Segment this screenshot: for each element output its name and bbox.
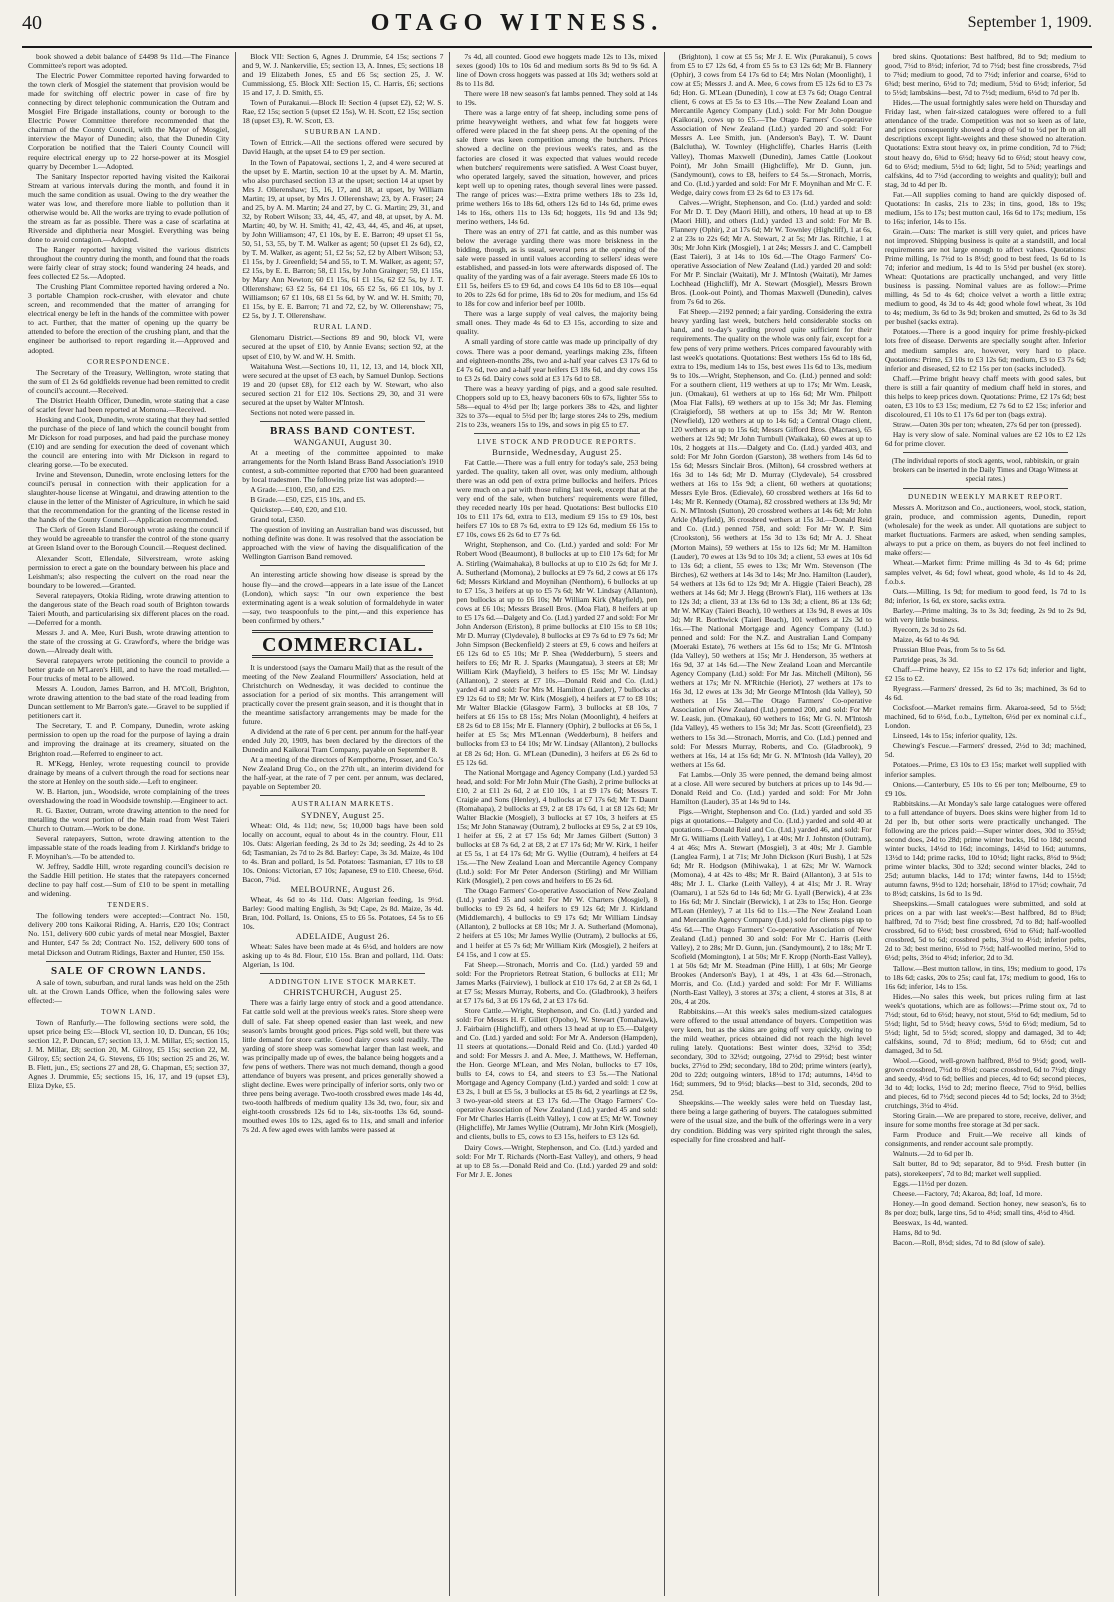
paragraph: Potatoes.—There is a good inquiry for prime freshly-picked lots free of disease. Derwents are specially sought after. Inferior and medium samples are, however, very hard to place. Quotations: Prime, £3 10s to £3 12s 6d; medium, £3 to £3 7s 6d; inferior and diseased, £2 to £2 15s per ton (sacks included). <box>884 327 1087 373</box>
col4-body <box>671 52 872 1144</box>
paragraph: It is understood (says the Oamaru Mail) that as the result of the meeting of the New Zealand Flourmillers' Association, held at Christchurch on Wednesday, it was decided to continue the association for a period of six months. This arrangement will practically cover the present grain season, and it is thought that in the meantime satisfactory arrangements may be made for the future. <box>242 662 444 727</box>
paragraph: Dairy Cows.—Wright, Stephenson, and Co. (Ltd.) yarded and sold: For Mr T. Richards (North-East Valley), and others, 9 head at up to £8 5s.—Donald Reid and Co. (Ltd.) yarded 29 and sold: For Mr J. E. Jones <box>456 1142 658 1179</box>
paragraph: Oats.—Milling, 1s 9d; for medium to good feed, 1s 7d to 1s 8d; inferior, 1s 6d, ex store, sacks extra. <box>884 586 1087 605</box>
brass-band-dateline: WANGANUI, August 30. <box>293 436 392 447</box>
paragraph: Glenomaru District.—Sections 89 and 90, block VI, were secured at the upset of £10, by Annie Evans; section 92, at the upset of £10, by W. and W. H. Smith. <box>242 333 444 361</box>
paragraph: Store Cattle.—Wright, Stephenson, and Co. (Ltd.) yarded and sold: For Messrs H. F. Gillett (Opoho), W. Stewart (Tomahawk), J. Fairbairn (Highcliff), and others 13 head at up to £5.—Dalgety and Co. (Ltd.) yarded and sold: For Mr A. Anderson (Hampden), 11 steers at quotations.—Donald Reid and Co. (Ltd.) yarded 40 and sold: For Messrs J. and A. Mee, J. Matthews, W. Heffernan, the Hon. George M'Lean, and Mrs Nolan, bullocks to £7 10s, bulls to £4, cows to £4, and steers to £3 5s.—The National Mortgage and Agency Company (Ltd.) yarded and sold: 1 cow at £3 2s, 1 bull at £5 5s, 3 bullocks at £5 8s 6d, 2 yearlings at £2 9s, 3 two-year-old steers at £3 17s 6d.—The Otago Farmers' Co-operative Association of New Zealand (Ltd.) yarded 45 and sold: For Mr Charles Harris (Leith Valley), 1 cow at £5; Mr W. Towney (Highcliffe), Mr James Wyllie (Outram), Mr John Kirk (Mosgiel), and clients, bulls to £5, cows to £3 15s, heifers to £3 12s 6d. <box>456 1005 658 1142</box>
column-1 <box>22 52 236 1596</box>
paragraph: book showed a debit balance of £4498 9s 11d.—The Finance Committee's report was adopted. <box>28 52 230 71</box>
divider <box>903 452 1068 453</box>
column-4 <box>665 52 879 1596</box>
paragraph: Cocksfoot.—Market remains firm. Akaroa-seed, 5d to 5½d; machined, 6d to 6½d, f.o.b., Lyttelton, 6½d per ex nominal c.i.f., London. <box>884 703 1087 731</box>
paragraph: Ryecorn, 2s 3d to 2s 6d. <box>892 624 967 634</box>
paragraph: The Clerk of Green Island Borough wrote asking the council if they would be agreeable to transfer the control of the stone quarry at Green Island over to the Borough Council.—Request declined. <box>28 525 230 553</box>
paragraph: Alexander Scott, Ellendale, Silverstream, wrote asking permission to erect a gate on the boundary between his place and Leishman's; also respecting the culvert on the road near the boundary to be lowered.—Granted. <box>28 553 230 590</box>
paragraph: In the Town of Papatowai, sections 1, 2, and 4 were secured at the upset by E. Martin, section 10 at the upset by A. M. Martin, who also purchased section 13 at the upset; section 14 at upset by Mrs J. Ollerenshaw; 15, 16, 17, and 18, at upset, by William Martin; 19, at upset, by Mrs J. Ollerenshaw; 23, by A. Fraser; 24 and 25, by A. M. Martin; 24 and 27, by C. G. Martin; 29, 31, and 32, by Robert Wilson; 33, 44, 45, 47, and 48, at upset, by A. M. Martin; 40, by W. H. Smith; 41, 42, 43, 44, 45, and 46, at upset, by John Williamson; 47, £1 10s, by E. E. Barron; 49 upset £1 5s, 50, 51, 53, 55, by T. M. Walker as agent; 50 (upset £1 2s 6d), £2, by T. M. Walker, as agent; 51, £2 5s; 52, £2 by Albert Wilson; 53, £1 15s, by J. Greenfield; 54 and 55, to T. M. Walker, as agent; 57, £2 15s, by E. E. Barron; 58, £1 15s, by John Grainger; 59, £1 15s, by Mary Ann Newton; 60 £1 15s, 61 £1 15s, 62 £2 5s, by J. T. Ollerenshaw; 63 £2 5s, 64 £1 10s, 65 £2 5s, 66 £1 10s, by J. Williamson; 67 £1 10s, 68 £1 5s 6d, by W. and W. H. Smith; 70, £1 15s, by E. E. Barron; 71 and 72, £2, by W. Ollerenshaw; 75, £2 5s, by J. T. Ollerenshaw. <box>242 157 444 321</box>
paragraph: Sheepskins.—Small catalogues were submitted, and sold at prices on a par with last week's:—Best halfbred, 8d to 8¾d; halfbred, 7d to 7½d; best fine crossbred, 7d to 8d; half-woolled crossbred, 6d to 6½d; best crossbred, 6½d to 6¾d; half-woolled crossbred, 5d to 6d; crossbred pelts, 3½d to 4½d; inferior pelts, 2d to 3d; best merino, 6½d to 7½d; half-woolled merino, 5½d to 6½d; pelts, 3½d to 4½d; inferior, 2d to 3d. <box>884 899 1087 963</box>
town-land-heading: TOWN LAND. <box>101 1007 157 1016</box>
paragraph: Straw.—Oaten 30s per ton; wheaten, 27s 6d per ton (pressed). <box>892 419 1082 429</box>
commercial-heading: COMMERCIAL. <box>262 633 424 656</box>
paragraph: The Secretary, T. and P. Company, Dunedin, wrote asking permission to open up the road for the purpose of laying a drain and improving the drainage at its creamery, situated on the Brighton road.—Referred to engineer to act. <box>28 721 230 758</box>
paragraph: Partridge peas, 3s 3d. <box>892 654 958 664</box>
paragraph: Onions.—Canterbury, £5 10s to £6 per ton; Melbourne, £9 to £9 10s. <box>884 779 1087 798</box>
divider <box>260 421 425 422</box>
live-stock-heading: LIVE STOCK AND PRODUCE REPORTS. <box>477 437 637 446</box>
paragraph: Several ratepayers, Otokia Riding, wrote drawing attention to the dangerous state of the Beach road south of Brighton towards Taieri Mouth, and particularising six different places on the road.—Deferred for a month. <box>28 590 230 627</box>
paragraph: Potatoes.—Prime, £3 10s to £3 15s; market well supplied with inferior samples. <box>884 760 1087 779</box>
paragraph: Rabbitskins.—At this week's sales medium-sized catalogues were offered to the usual attendance of buyers. Competition was very keen, but as the skins are going off very quickly, owing to the mild weather, prices obtained did not reach the high level ruling lately. Quotations: Best winter does, 32½d to 35d; secondary, 30d to 32½d; outgoing, 27½d to 29½d; best winter bucks, 27½d to 29d; secondary, 18d to 20d; prime winters (early), 20d to 22d; outgoing winters, 18½d to 17d; autumns, 14½d to 16d; summers, 9d to 9½d; blacks—best to 31d, seconds, 20d to 25d. <box>670 1006 872 1098</box>
col5-body <box>885 52 1086 448</box>
paragraph: Block VII: Section 6, Agnes J. Drummie, £4 15s; sections 7 and 9, W. J. Nankervilie, £5; section 13, A. Innes, £5; sections 18 and 19 Elizabeth Jones, £5 and £6 5s; section 25, J. W. Cummissiong, £5. Block XII: Section 15, C. Harris, £6; sections 15 and 17, J. D. Smith, £5. <box>242 52 444 98</box>
paragraph: There were 18 new season's fat lambs penned. They sold at 14s to 19s. <box>456 89 658 108</box>
paragraph: Wool.—Good, well-grown halfbred, 8½d to 9½d; good, well-grown crossbred, 7½d to 8½d; coarse crossbred, 6d to 7½d; dingy and seedy, 4½d to 6d; bellies and pieces, 4d to 6d; second pieces, 3d to 4d; locks, 1½d to 2d; merino fleece, 7½d to 9½d, bellies and pieces, 6d to 7½d; second pieces 4d to 5d; locks, 2d to 3½d; crutchings, 3½d to 4½d. <box>884 1055 1087 1111</box>
page-number: 40 <box>22 11 42 34</box>
paragraph: There was a heavy yarding of pigs, and a good sale resulted. Choppers sold up to £3, heavy baconers 60s to 67s, lighter 55s to 58s—equal to 4½d per lb; large porkers 38s to 42s, and lighter 32s to 37s—equal to 5½d per lb; large stores 24s to 29s, medium 21s to 23s, weaners 15s to 19s, and sows in pig £5 to £7. <box>456 383 658 429</box>
paragraph: Beeswax, 1s 4d, wanted. <box>892 1217 968 1227</box>
column-2 <box>236 52 450 1596</box>
paragraph: Linseed, 14s to 15s; inferior quality, 12s. <box>892 731 1017 741</box>
paragraph: At a meeting of the directors of Kempthorne, Prosser, and Co.'s New Zealand Drug Co., on the 27th ult., an interim dividend for the half-year, at the rate of 7 per cent. per annum, was declared, payable on September 20. <box>242 755 444 792</box>
commercial-body <box>242 663 443 792</box>
melbourne-body: Wheat, 4s 6d to 4s 11d. Oats: Algerian feeding, 1s 9½d. Barley: Good malting English, 3s 9d; Cape, 2s 8d. Maize, 3s 4d. Bran, 10d. Pollard, 1s. Onions, £5 to £6 5s. Potatoes, £4 5s to £6 10s. <box>242 894 444 932</box>
sydney-dateline: SYDNEY, August 25. <box>301 809 385 820</box>
divider <box>252 630 433 633</box>
paragraph: Messrs A. Moritzson and Co., auctioneers, wool, stock, station, grain, produce, and commission agents, Dunedin, report (wholesale) for the week as under. All quotations are subject to market fluctuations. Farmers are asked, when sending samples, always to put a price on them, as buyers do not feel inclined to make offers:— <box>884 503 1087 558</box>
columns <box>22 52 1092 1596</box>
paragraph: Several ratepayers wrote petitioning the council to provide a better grade on M'Laren's Hill, and to have the road metalled.—Four trucks of metal to be allowed. <box>28 656 230 684</box>
paragraph: W. Jeffrey, Saddle Hill, wrote regarding council's decision re the Saddle Hill petition. He states that the ratepayers concerned decline to pay half cost.—Sum of £10 to be spent in metalling and widening. <box>28 862 230 899</box>
paragraph: Honey.—In good demand. Section honey, new season's, 6s to 8s per doz; bulk, large tins, 5d to 4½d; small tins, 4½d to 4¾d. <box>884 1198 1087 1217</box>
paragraph: Chaff.—Prime heavy, £2 15s to £2 17s 6d; inferior and light, £2 15s to £2. <box>884 665 1087 684</box>
paragraph: At a meeting of the committee appointed to make arrangements for the North Island Brass Band Association's 1910 contest, a sub-committee reported that £700 had been guaranteed by local tradesmen. The following prize list was adopted:— <box>242 447 444 485</box>
paragraph: A Grade.—£100, £50, and £25. <box>250 485 346 495</box>
paragraph: Town of Ettrick.—All the sections offered were secured by David Haugh, at the upset £4 to £9 per section. <box>242 138 444 157</box>
paragraph: Barley.—Prime malting, 3s to 3s 3d; feeding, 2s 9d to 2s 9d, with very little business. <box>884 605 1087 624</box>
paragraph: Waitahuna West.—Sections 10, 11, 12, 13, and 14, block XII, were secured at the upset of £3 each, by Samuel Dunlop. Sections 19 and 20 (upset £8), for £12 each by W. Stewart, who also secured section 21 for £12 10s. Sections 29, 30, and 31 were secured at the upset by Walter M'Intosh. <box>242 361 444 407</box>
paragraph: Tallow.—Best mutton tallow, in tins, 19s; medium to good, 17s to 18s 6d; casks, 20s to 25s; caul fat, 17s; medium to good, 16s to 16s 6d; inferior, 14s to 15s. <box>884 963 1087 991</box>
rural-land-body <box>242 333 443 416</box>
col1-body <box>28 52 229 355</box>
lancet-note: An interesting article showing how disease is spread by the house fly—and the crowd—appears in a late issue of the Lancet (London), which says: "In our own experience the best exterminating agent is a weak solution of formaldehyde in water—say, two teaspoonfuls to the pint,—and this experience has been confirmed by others." <box>242 570 444 625</box>
divider <box>260 973 425 974</box>
suburban-land-body <box>242 138 443 320</box>
paragraph: Sheepskins.—The weekly sales were held on Tuesday last, there being a large gathering of buyers. The catalogues submitted were of the usual size, and the bulk of the offerings were in a very dry condition. Bidding was very spirited right through the sales, especially for fine crossbred and half- <box>670 1098 872 1144</box>
paragraph: Fat Cattle.—There was a full entry for today's sale, 253 being yarded. The quality, taken all over, was only medium, although there was an odd pen of extra prime bullocks and heifers. Prices were much on a par with those ruling last week, except that at the very end of the sale, when butchers' requirements were filled, they receded nearly 10s per head. Quotations: Best bullocks £10 10s to £11 17s 6d, extra to £13, medium £9 15s to £9 10s, best heifers £7 10s to £8 7s 6d, extra to £9 12s 6d, medium £6 15s to £7 10s, cows £6 2s 6d to £7 7s 6d. <box>456 458 658 540</box>
melbourne-dateline: MELBOURNE, August 26. <box>290 883 396 894</box>
paragraph: Quickstep.—£40, £20, and £10. <box>250 505 348 515</box>
paragraph: The Secretary of the Treasury, Wellington, wrote stating that the sum of £1 2s 6d goldfields revenue had been remitted to credit of council's account.—Received. <box>28 367 230 395</box>
town-land-body: Town of Ranfurly.—The following sections were sold, the upset price being £5:—Block VI, section 10, D. Duncan, £6 10s; section 12, P. Duncan, £7; section 13, J. M. Millar, £5; section 15, J. M. Millar, £8; section 20, M. Gilroy, £5 15s; section 22, M. Gilroy, £5; section 24, G. Stevens, £6 10s; section 25 and 26, W. B. Flett, jun., £5; sections 27 and 28, G. Chapman, £5; section 37, Agnes J. Drummie, £5; sections 15, 16, 17, and 19 (upset £3), Eliza Dyke, £5. <box>28 1017 230 1091</box>
paragraph: bred skins. Quotations: Best halfbred, 8d to 9d; medium to good, 7½d to 8½d; inferior, 7d to 7½d; best fine crossbreds, 7½d to 7¾d; medium to good, 7d to 7½d; inferior and coarse, 6½d to 6¾d; best merino, 6½d to 7d; medium, 5½d to 6½d; inferior, 5d to 5½d; lambskins—best, 7d to 7½d; medium, 6½d to 7d per lb. <box>884 52 1087 98</box>
paragraph: Hides.—No sales this week, but prices ruling firm at last week's quotations, which are as follows:—Prime stout ox, 7d to 7½d; stout, 6d to 6½d; heavy, not stout, 5½d to 6d; medium, 5d to 5½d; light, 5d to 5½d; heavy cows, 5½d to 6½d; medium, 5d to 5½d; light, 5d to 5½d; scored, sloppy and damaged, 3d to 4d; calfskins, sound, 7d to 8½d; medium, 6d to 6½d; cut and damaged, 3d to 5d. <box>884 991 1087 1055</box>
paragraph: Calves.—Wright, Stephenson, and Co. (Ltd.) yarded and sold: For Mr D. T. Dey (Maori Hill), and others, 10 head at up to £8 (Maori Hill), and others (Ltd.) yarded 13 and sold: For Mr B. Flannery (Ophir), 2 at 17s 6d; Mr W. Townley (Highcliff), 1 at 6s, 2 at 23s to 22s 6d; Mr A. Stewart, 2 at 5s; Mr Jas. Ritchie, 1 at 30s; Mr John Kirk (Mosgiel), 1 at 24s; Messrs J. and C. Campbell (East Taieri), 3 at 14s to 10s 6d.—The Otago Farmers' Co-operative Association of New Zealand (Ltd.) yarded 20 and sold: For Mr P. Sinclair (Waitati), Mr J. M'Intosh (Waitati), Mr James Lochhead (Highcliff), Mr A. Stewart (Mosgiel), Messrs Brown Bros. (Look-out Point), and Thomas Maxwell (Dunedin), calves from 7s 6d to 26s. <box>670 197 872 307</box>
paragraph: (Brighton), 1 cow at £5 5s; Mr J. E. Wix (Purakanui), 5 cows from £5 to £7 12s 6d, 4 from £5 5s to £3 12s 6d; Mr B. Flannery (Ophir), 3 cows from £4 17s 6d to £4; Mrs Nolan (Moonlight), 1 cow at £5; Messrs J. and A. Mee, 6 cows from £5 12s 6d to £3 7s 6d; Hon. G. M'Lean (Dunedin), 1 cow at £3 7s 6d; Otago Central client, 6 cows at £5 5s to £3 10s.—The New Zealand Loan and Mercantile Agency Company (Ltd.) sold: For Mr John Dougue (Kaikorai), cows up to £5.—The Otago Farmers' Co-operative Association of New Zealand (Ltd.) yarded 20 and sold: For Messrs A. Lee Smith, jun. (Anderson's Bay), T. W. Daunt (Balclutha), W. Townley (Highcliffe), Charles Harris (Leith Valley), Thomas Maxwell (Dunedin), James Cattle (Lookout Point), Mr John Smaill (Highcliffe), Mr D. Gunn, jun. (Sandymount), cows to £8, heifers to £4 5s.—Stronach, Morris, and Co. (Ltd.) yarded and sold: For Mr F. Moynihan and Mr C. F. Wedge, dairy cows from £3 2s 6d to £3 17s 6d. <box>670 52 872 197</box>
paragraph: Fat Sheep.—Stronach, Morris and Co. (Ltd.) yarded 59 and sold: For the Proprietors Retreat Station, 6 bullocks at £11; Mr James Marks (Fairview), 1 bullock at £10 17s 6d, 2 at £8 2s 6d, 1 at £7 5s; Messrs Murray, Roberts, and Co. (Gladbrook), 3 heifers at £7 17s 6d, 3 at £6 17s 6d, 2 at £3 17s 6d. <box>456 959 658 1005</box>
sydney-body <box>242 821 443 884</box>
paragraph: W. B. Harton, jun., Woodside, wrote complaining of the trees overshadowing the road in Woodside township.—Engineer to act. <box>28 786 230 805</box>
correspondence-heading: CORRESPONDENCE. <box>87 357 171 366</box>
paragraph: Chewing's Fescue.—Farmers' dressed, 2½d to 3d; machined, 5d. <box>884 741 1087 760</box>
paragraph: Hay is very slow of sale. Nominal values are £2 10s to £2 12s 6d for prime clover. <box>884 429 1087 448</box>
dunedin-market-heading: DUNEDIN WEEKLY MARKET REPORT. <box>907 493 1063 502</box>
paragraph: Hams, 8d to 9d. <box>892 1227 942 1237</box>
paragraph: Rabbitskins.—At Monday's sale large catalogues were offered to a full attendance of buyers. Does skins were higher from 1d to 2d per lb, but other sorts were practically unchanged. The following are the prices paid:—Super winter does, 30d to 35½d; second does, 24d to 28d; prime winter bucks, 16d to 18d; second winter bucks, 14½d to 16d; incomings, 14½d to 16d; autumns, 13½d to 14d; prime racks, 10d to 10½d; light racks, 8½d to 9¼d; prime winter blacks, 30d to 32d; second winter blacks, 24d to 25d; autumn blacks, 14d to 17d; winter fawns, 14d to 15½d; autumn fawns, 9½d to 12d; horsehair, 18½d to 17½d; cowhair, 7d to 8½d; catskins, 1s 6d to 1s 9d. <box>884 798 1087 899</box>
paragraph: Maize, 4s 6d to 4s 9d. <box>892 634 960 644</box>
col2-body <box>242 52 443 125</box>
paragraph: Bacon.—Roll, 8½d; sides, 7d to 8d (slow of sale). <box>892 1237 1045 1247</box>
paragraph: Messrs J. and A. Mee, Kuri Bush, wrote drawing attention to the state of the crossing at G. Crawford's, where the bridge was down.—Already dealt with. <box>28 627 230 655</box>
paragraph: Walnuts.—2d to 6d per lb. <box>892 1149 974 1159</box>
paragraph: Sections not noted were passed in. <box>250 407 355 417</box>
divider <box>46 961 211 962</box>
paragraph: Wheat.—Market firm: Prime milling 4s 3d to 4s 6d; prime samples velvet, 4s 6d; fowl wheat, good whole, 4s 1d to 4s 2d, f.o.b.s. <box>884 558 1087 586</box>
paragraph: Ryegrass.—Farmers' dressed, 2s 6d to 3s; machined, 3s 6d to 4s 6d. <box>884 684 1087 703</box>
column-3 <box>450 52 664 1596</box>
paragraph: The Electric Power Committee reported having forwarded to the town clerk of Mosgiel the statement that provision would be made for switching off electric power in case of fire by connecting by direct telephonic communication the Outram and Mosgiel Fire Brigade installations, county or borough to the Electric Power Committee therefore recommended that the chairman of the County Council, with the Mayor of Mosgiel, interview the Mayor of Dunedin; also, that the Dunedin City Corporation be notified that the Taieri County Council will require electrical energy up to 22 horse-power at its Mosgiel quarry by December 1.—Adopted. <box>28 71 230 171</box>
live-stock-body <box>456 458 657 1179</box>
paragraph: Wheat: Old, 4s 11d; new, 5s; 10,000 bags have been sold locally on account, equal to about 4s in the country. Flour, £11 10s. Oats: Algerian feeding, 2s 3d to 2s 3d; seeding, 2s 4d to 2s 6d; Tasmanian, 2s 7d to 2s 8d. Barley: Cape, 3s 3d. Maize, 4s 10d to 4s. Bran and pollard, 1s 5d. Potatoes: Tasmanian, £7 10s to £8 10s. Onions: Victorian, £7 10s; Japanese, £9 to £10. Cheese, 6½d. Bacon, 7¾d. <box>242 820 444 884</box>
divider <box>903 488 1068 489</box>
paragraph: Several ratepayers, Sutton, wrote drawing attention to the impassable state of the roads leading from J. Kirkland's bridge to F. Moynihan's.—To be attended to. <box>28 833 230 862</box>
paragraph: Hides.—The usual fortnightly sales were held on Thursday and Friday last, when fair-sized catalogues were offered to a full attendance of the trade. Competition was not so keen as of late, and prices consequently showed a drop of ¼d to ½d per lb on all descriptions except light-weights and these showed no alteration. Quotations: Extra stout heavy ox, in prime condition, 7d to 7¾d; stout heavy do, 6¾d to 6½d; heavy 6d to 6½d; stout heavy cow, 6d to 6½d; medium, 5½d to 6d; light, 5d to 5¾d; yearlings and calfskins, 4d to 7½d (according to weights and quality); bull and stag, 3d to 4d per lb. <box>884 98 1087 189</box>
suburban-land-heading: SUBURBAN LAND. <box>304 128 382 137</box>
paragraph: Salt butter, 8d to 9d; separator, 8d to 9½d. Fresh butter (in pats), storekeepers', 7d to 8d; market well supplied. <box>884 1159 1087 1178</box>
adelaide-body: Wheat: Sales have been made at 4s 6½d, and holders are now asking up to 4s 8d. Flour, £10 15s. Bran and pollard, 11d. Oats: Algerian, 1s 10d. <box>242 942 444 970</box>
paragraph: Hosking and Cook, Dunedin, wrote stating that they had settled the purchase of the piece of land which the council bought from Mr Dickson for road purposes, and had paid the purchase money (£10) and are sending for execution the deed of covenant which the council are entering into with Mr Dickson in regard to clearing gorse.—To be executed. <box>28 414 230 470</box>
col3-body <box>456 52 657 429</box>
crown-lands-heading: SALE OF CROWN LANDS. <box>50 964 207 977</box>
paragraph: The question of inviting an Australian band was discussed, but nothing definite was done. It was resolved that the association be approached with the view of having the disqualification of the Wellington Garrison Band removed. <box>242 525 444 562</box>
divider <box>260 565 425 566</box>
addington-body: There was a fairly large entry of stock and a good attendance. Fat cattle sold well at the previous week's rates. Store sheep were dull of sale. Fat sheep opened easier than last week, and new season's lambs brought good prices. Pigs sold well, but there was little demand for store cattle. Good dairy cows sold readily. The yarding of store sheep was somewhat larger than last week, and was principally made up of ewes, the balance being hoggets and a few pens of wethers. There was not much demand, though a good attendance of buyers was present, and prices generally showed a slight decline. Ewes were principally of inferior sorts, only two or three pens being average. Two-tooth crossbred ewes made 14s 4d, two-tooth halfbreds of medium quality 13s 3d, two, four, six and eight-tooth crossbreds 12s 6d to 14s, six-tooths 13s 6d, sound-mouthed ewes 10s to 12s, aged 6s to 11s, and small and inferior 7s 2d. A few aged ewes with lambs were passed at <box>242 998 444 1135</box>
paragraph: The Sanitary Inspector reported having visited the Kaikorai Stream at various intervals during the month, and found it in much the same condition as usual. Owing to the dry weather the water was low, and therefore more liable to pollution than it otherwise would be. All the works are trying to evade pollution of the stream as far as possible. There was a case of scarlatina at Riverside and diphtheria near Mosgiel. Everything was being done to avoid contagion.—Adopted. <box>28 171 230 244</box>
paragraph: A small yarding of store cattle was made up principally of dry cows. There was a poor demand, yearlings making 23s, fifteen and eighteen-months 28s, two and a-half year calves £3 17s 6d to £4 7s 6d, two and a-half year heifers £3 18s 6d, and dry cows 15s to £3 2s 6d. Dairy cows sold at £3 17s 6d to £8. <box>456 337 658 383</box>
dunedin-market-body <box>885 503 1086 1247</box>
paragraph: Eggs.—11½d per dozen. <box>892 1178 968 1188</box>
tenders-body: The following tenders were accepted:—Contract No. 150, delivery 200 tons Kaikorai Riding, A. Harris, £20 10s; Contract No. 151, delivery 600 cubic yards of metal near Mosgiel, Baxter and Hunter, £47 5s 2d; Contract No. 152, delivery 600 tons of metal Dickson and Outram Ridings, Baxter and Hunter, £50 15s. <box>28 911 230 957</box>
paragraph: 7s 4d, all counted. Good ewe hoggets made 12s to 13s, mixed sexes (good) 10s to 10s 6d and medium sorts 8s 9d to 9s 6d. A line of Down cross hoggets was passed at 10s 3d; wethers sold at 8s to 11s 8d. <box>456 52 658 89</box>
paragraph: B Grade.—£50, £25, £15 10s, and £5. <box>250 495 366 505</box>
australian-markets-heading: AUSTRALIAN MARKETS. <box>291 800 395 809</box>
correspondence-body <box>28 368 229 899</box>
masthead <box>22 0 1092 48</box>
paragraph: Cheese.—Factory, 7d; Akaroa, 8d; loaf, 1d more. <box>892 1188 1043 1198</box>
paragraph: Grain.—Oats: The market is still very quiet, and prices have not improved. Shipping business is quite at a standstill, and local requirements are not large enough to affect values. Quotations: Prime milling, 1s 7½d to 1s 8½d; good to best feed, 1s 6d to 1s 7d; inferior and medium, 1s 4d to 1s 5½d per bushel (ex store). Wheat: Quotations are practically unchanged, and very little business is passing. Nominal values are as follow:—Prime milling, 4s 5d to 4s 6d; choice velvet a worth a little extra; medium to good, 4s 3d to 4s 4d; good whole fowl wheat, 3s 10d to 4s; medium, 3s 6d to 3s 9d; broken and smutted, 2s 6d to 3s 3d per bushel (sacks extra). <box>884 226 1087 327</box>
addington-heading: ADDINGTON LIVE STOCK MARKET. <box>268 978 417 987</box>
paragraph: Fat.—All supplies coming to hand are quickly disposed of. Quotations: In casks, 21s to 23s; in tins, good, 18s to 19s; medium, 15s to 17s; best mutton caul, 16s 6d to 17s; medium, 15s to 16s; inferior, 14s to 15s. <box>884 189 1087 226</box>
paragraph: Fat Sheep.—2192 penned; a fair yarding. Considering the extra heavy yarding last week, butchers held considerable stocks on hand, and to-day's yarding proved quite sufficient for their requirements. The quality on the whole was only fair, except for a few pens of very prime wethers. Prices compared favourably with last week's quotations. Quotations: Best wethers 15s 6d to 18s 6d, extra to 19s, medium 14s to 15s, best ewes 11s 6d to 13s, medium 9s to 10s.—Wright, Stephenson, and Co. (Ltd.) penned and sold: For a southern client, 119 wethers at up to 17s; Mr Wm. Leask, jun. (Omakau), 61 wethers at up to 16s 6d; Mr Wm. Philpott (Moa Flat Falls), 69 wethers at up to 15s 3d; Mr Jas. Fleming (Craigieford), 58 wethers at up to 15s 3d; Mr W. Renton (Newfield), 120 wethers at up to 14s 6d; a Central Otago client, 120 wethers at up to 15s 6d; Messrs Gifford Bros. (Macraes), 65 wethers at 12s 9d; Mr John Turnbull (Waikaka), 60 ewes at up to 10s, 2 hoggets at 11s.—Dalgety and Co. (Ltd.) yarded 403, and sold: For Mr John Gordon (Garston), 38 wethers from 14s 6d to 15s 6d; Messrs Sinclair Bros. (Milton), 64 crossbred wethers at 16s 3d to 14s 6d; Mr D. Murray (Clydevale), 54 crossbred wethers at 16s to 15s 9d; a client, 60 wethers at quotations; Messrs Eyle Bros. (Edievale), 60 crossbred wethers at 16s 6d to 14s; Mr R. Kennedy (Otama), 82 crossbred wethers at 13s 9d; Mr G. N. M'Intosh (Sutton), 20 crossbred wethers at 14s 6d; Mr John Arkle (Mayfield), 36 crossbred wethers at 15s 3d.—Donald Reid and Co. (Ltd.) penned 758, and sold: For Mr W. P. Sim (Crookston), 56 wethers at 15s 3d to 13s 6d; Mr A. J. Sheat (Morton Mains), 59 wethers at 15s to 12s 6d; Mr M. Hamilton (Lauder), 70 ewes at 13s 9d to 10s 3d; a client, 53 ewes at 10s 6d to 13s 6d; a client, 55 ewes to 13s; Mr Wm. Stevenson (The Birches), 62 wethers at 14s 3d to 14s; Mr Jno. Hamilton (Lauder), 54 wethers at 13s 6d to 12s 9d; Mr A. Higgie (Taieri Beach), 28 wethers at 14s 6d; Mr J. Hegg (Brown's Flat), 116 wethers at 13s to 12s 3d; a client, 33 at 13s 6d to 13s 3d; a client, 86 at 13s 6d; Mr W. M'Kay (Taieri Beach), 10 wethers at 13s 9d, 8 ewes at 10s 3d; Mr R. Borthwick (Taieri Beach), 101 wethers at 12s 3d to 16s.—The National Mortgage and Agency Company (Ltd.) penned and sold: For the N.Z. and Australian Land Company (Moeraki Estate), 76 wethers at 15s 6d to 15s; Mr G. M'Intosh (Ida Valley), 50 wethers at 15s; Mr J. Henderson, 35 wethers at 16s 9d, 37 at 14s 6d.—The New Zealand Loan and Mercantile Agency Company (Ltd.) sold: For Mr Jas. Mitchell (Milton), 56 wethers at 17s; Mr N. M'Ritchie (Heriot), 27 wethers at 17s to 16s 3d, 12 ewes at 13s 3d; Mr George M'Intosh (Ida Valley), 50 wethers at 15s 3d.—The Otago Farmers' Co-operative Association of New Zealand (Ltd.) penned 200, and sold: For Mr W. Leask, jun. (Omakau), 60 wethers to 16s; Mr G. N. M'Intosh (Ida Valley), 45 wethers to 15s 3d; Mr Jas. Scott (Greenfield), 23 wethers to 15s 3d.—Stronach, Morris, and Co. (Ltd.) penned and sold: For Messrs Murray, Roberts, and Co. (Gladbrook), 9 wethers at 16s, 14 at 15s 6d; Mr G. N. M'Intosh (Ida Valley), 20 wethers at 15s 6d. <box>670 307 872 769</box>
adelaide-dateline: ADELAIDE, August 26. <box>295 931 390 942</box>
paragraph: The National Mortgage and Agency Company (Ltd.) yarded 53 head, and sold: For Mr John Muir (The Gash), 2 prime bullocks at £10, 2 at £11 2s 6d, 2 at £10 10s, 1 at £9 17s 6d; Messrs T. Craigie and Sons (Henley), 4 bullocks at £7 17s 6d; Mr T. Daunt (Romahapa), 2 bullocks at £9, 2 at £8 17s 6d, 1 at £8 12s 6d; Mr Walter Blackie (Mosgiel), 3 bullocks at £7 10s, 3 heifers at £5 15s; Mr John Stanaway (Outram), 2 bullocks at £9 5s, 2 at £9 10s, 1 heifer at £6, 2 at £7 15s 6d; Mr James Gilbert (Sutton) 3 bullocks at £8 7s 6d, 2 at £8, 2 at £7 17s 6d; Mr W. Kirk, 1 heifer at £5 5s, 1 at £4 17s 6d; Mr G. Wyllie (Outram), 4 heifers at £4 15s.—The New Zealand Loan and Mercantile Agency Company (Ltd.) sold: For Mr Peter Anderson (Stirling) and Mr William Kirk (Mosgiel), 2 pen cows and heifers to £6 2s 6d. <box>456 767 658 886</box>
paragraph: The Crushing Plant Committee reported having ordered a No. 3 portable Champion rock-crusher, with elevator and chute screen, and recommended that the matter of arranging for electrical energy be left in the hands of the committee with power to act. Further, that the matter of opening up the quarry be attended to before the erection of the crushing plant, and that the engineer be authorised to report regarding it.—Approved and adopted. <box>28 282 230 355</box>
paragraph: A dividend at the rate of 6 per cent. per annum for the half-year ended July 20, 1909, has been declared by the directors of the Dunedin and Kaikorai Tram Company, payable on September 8. <box>242 727 444 755</box>
live-stock-dateline: Burnside, Wednesday, August 25. <box>492 446 622 457</box>
paragraph: There was an entry of 271 fat cattle, and as this number was below the average yarding there was more briskness in the bidding, though, as is usual, several pens at the opening of the sale were passed in until values according to sellers' ideas were established, and passed-in lots were afterwards disposed of. The quality of the yarding was of a fair average. Steers made £6 10s to £11 5s, heifers £5 to £9 6d, and cows £4 10s 6d to £8 10s—equal to 20s to 22s 6d for prime, 18s 6d to 20s for medium, and 15s 6d to 18s for cow and inferior beef per 100lb. <box>456 226 658 309</box>
newspaper-title: OTAGO WITNESS. <box>370 9 664 36</box>
paragraph: There was a large supply of veal calves, the majority being small ones. They made 4s 6d to £3 15s, according to size and quality. <box>456 309 658 337</box>
brass-band-heading: BRASS BAND CONTEST. <box>269 424 416 437</box>
paragraph: Pigs.—Wright, Stephenson and Co. (Ltd.) yarded and sold 35 pigs at quotations.—Dalgety and Co. (Ltd.) yarded and sold 40 at quotations.—Donald Reid and Co. (Ltd.) yarded 46, and sold: For Mr G. Williams (Leith Valley), 1 at 40s; Mr J. Johnston (Outram), 4 at 46s; Mrs A. Stewart (Mosgiel), 3 at 40s; Mr J. Gamble (Langlea Farm), 1 at 71s; Mr John Dickson (Kuri Bush), 1 at 52s 6d; Mr R. Hodgson (Mihiwaka), 1 at 62s; Mr W. Warnock (Momona), 4 at 42s to 48s; Mr R. Baird (Allanton), 3 at 51s to 48s; Mr J. L. Clarke (Leith Valley), 4 at 41s; Mr J. R. Wray (Oamaru), 1 at 52s 6d to 14s 6d; Mr G. Lyall (Berwick), 4 at 23s to 16s 6d; Mr J. Sinclair (Berwick), 1 at 23s to 15s; Hon. George M'Lean (Henley), 7 at 11s 6d to 11s.—The New Zealand Loan and Mercantile Agency Company (Ltd.) sold for clients pigs up to 45s 6d.—The Otago Farmers' Co-operative Association of New Zealand (Ltd.) penned 30 and sold: For Mr C. Harris (Leith Valley), 2 to 28s; Mr D. Gunn, jun. (Sandymount), 2 to 18s; Mr T. Scofield (Momington), 1 at 50s; Mr F. Kropp (North-East Valley), 1 at 50s 6d; Mr M. Steadman (Pine Hill), 1 at 60s; Mr George Brookes (Anderson's Bay), 1 at 49s, 1 at 43s 6d.—Stronach, Morris, and Co. (Ltd.) yarded and sold: For Mr F. Williams (North-East Valley), 3 stores at 37s; a client, 4 stores at 31s, 8 at 20s, 4 at 20s. <box>670 806 872 1006</box>
paragraph: R. G. Baxter, Outram, wrote drawing attention to the need for metalling the worst portion of the Main road from West Taieri Church to Outram.—Work to be done. <box>28 805 230 833</box>
paragraph: The Ranger reported having visited the various districts throughout the country during the month, and found that the roads were fairly clear of stray stock; found wandering 24 heads, and fees collected £2 5s.—Adopted. <box>28 244 230 282</box>
divider <box>260 795 425 796</box>
agents-note: (The individual reports of stock agents, wool, rabbitskin, or grain brokers can be inserted in the Daily Times and Otago Witness at special rates.) <box>891 457 1080 484</box>
column-5 <box>879 52 1092 1596</box>
paragraph: Messrs A. Loudon, James Barron, and H. M'Coll, Brighton, wrote drawing attention to the bad state of the road leading from Duncan settlement to Mr Barron's gate.—Gravel to be supplied if petitioners cart it. <box>28 684 230 721</box>
paragraph: Farm Produce and Fruit.—We receive all kinds of consignments, and render account sale promptly. <box>884 1130 1087 1149</box>
crown-lands-body: A sale of town, suburban, and rural lands was held on the 25th ult. at the Crown Lands Office, when the following sales were effected:— <box>28 977 230 1005</box>
paragraph: Chaff.—Prime bright heavy chaff meets with good sales, but there is still a fair quantity of medium chaff held in stores, and this helps to keep prices down. Quotations: Prime, £2 17s 6d; best oaten, £3 10s to £3 15s; medium, £2 7s 6d to £2 15s; inferior and discoloured, £1 10s to £1 17s 6d per ton (bags extra). <box>884 373 1087 419</box>
addington-dateline: CHRISTCHURCH, August 25. <box>283 987 403 998</box>
paragraph: R. M'Kegg, Henley, wrote requesting council to provide drainage by means of a culvert through the road for sections near the store at Henley on the south side.—Left to engineer. <box>28 758 230 786</box>
rural-land-heading: RURAL LAND. <box>313 323 373 332</box>
paragraph: Storing Grain.—We are prepared to store, receive, deliver, and insure for some months free storage at 3d per sack. <box>884 1111 1087 1130</box>
divider <box>474 433 639 434</box>
tenders-heading: TENDERS. <box>107 901 150 910</box>
paragraph: Irvine and Stevenson, Dunedin, wrote enclosing letters for the council's perusal in connection with their application for a slaughter-house license at Wingatui, and drawing attention to the clause in the letter of the Minister of Agriculture, in which he said that the recommendation for the granting of the license rested in the hands of the County Council.—Application recommended. <box>28 470 230 525</box>
brass-band-body <box>242 448 443 562</box>
paragraph: There was a large entry of fat sheep, including some pens of prime heavyweight wethers, and what few fat hoggets were offered were placed in the fat sheep pens. At the opening of the sale there was keen competition among the butchers. Prices showed a decline on the previous week's rates, and as the factories are closed it was expected that values would recede when butchers' requirements were satisfied. A West Coast buyer, who operated largely, saved the situation, however, and prices kept well up to opening rates, though several lines were passed. The range of prices was:—Extra prime wethers 18s to 23s 1d, prime wethers 16s to 18s 6d, others 12s 6d to 14s 6d, prime ewes 14s to 16s, others 11s to 13s 6d; hoggets, 11s 9d and 13s 9d; merino wethers, 14s 6d. <box>456 108 658 226</box>
paragraph: Town of Purakanui.—Block II: Section 4 (upset £2), £2; W. S. Rae, £2 15s; section 5 (upset £2 15s), W. H. Scott, £2 15s; section 18 (upset £3), R. W. Scott, £3. <box>242 98 444 126</box>
paragraph: Fat Lambs.—Only 35 were penned, the demand being almost at a close. All were secured by butchers at prices up to 14s 9d.—Donald Reid and Co. (Ltd.) yarded and sold: For Mr John Hamilton (Lauder), 35 at 14s 9d to 14s. <box>670 769 872 806</box>
paragraph: Wright, Stephenson, and Co. (Ltd.) yarded and sold: For Mr Robert Wood (Beaumont), 8 bullocks at up to £10 17s 6d; for Mr A. Stirling (Waimahaka), 8 bullocks at up to £10 2s 6d; for Mr J. A. Sutherland (Momona), 2 bullocks at £9 7s 6d, 2 cows at £6 17s 6d; Messrs Kirkland and Moynihan (Nenthorn), 6 bullocks at up to £7 15s, 3 heifers at up to £5 7s 6d; Mr W. Lindsay (Allanton), pen bullocks at up to £6 10s; Mr William Kirk (Mayfield), pen cows at £6 10s; Messrs Brasell Bros. (Moa Flat), 8 heifers at up to £5 17s 6d.—Dalgety and Co. (Ltd.) yarded 27 and sold: For Mr John Anderson (Eriston), 8 prime bullocks at £10 15s to £8 10s; Mr D. Murray (Clydevale), 8 bullocks at £9 7s 6d to £9 7s 6d; Mr John Simpson (Beckenfield) 2 steers at £9, 6 cows and heifers at £6 12s 6d to £5 10s; Mr P. Shea (Wedderburn), 5 steers and heifers to £6; Mr R. J. Sparks (Maungatua), 3 steers at £8; Mr William Kirk (Mayfield), 3 heifers to £5 15s; Mr W. Lindsay (Allanton), 2 steers at £7 10s.—Donald Reid and Co. (Ltd.) yarded 41 and sold: For Mrs M. Hamilton (Lauder), 7 bullocks at £9 12s 6d to £8; Mr W. Kirk (Mosgiel), 4 heifers at £7 to £8 10s; Mr Walter Blackie (Glasgow Farm), 3 bullocks at £8 10s, 7 heifers at £6 15s to £8 15s; Mrs Nolan (Moonlight), 4 heifers at £8 2s 6d to £8 15s; Mr E. Flannery (Ophir), 2 bullocks at £6 5s, 1 heifer at £5 5s; Mrs M'Lennan (Wedderburn), 8 heifers and bullocks from £3 to £4 10s; Mr W. Lindsay (Allanton), 2 bullocks at £8 2s 6d; Hon. G. M'Lean (Dunedin), 3 heifers at £6 2s 6d to £5 12s 6d. <box>456 540 658 767</box>
issue-date: September 1, 1909. <box>967 14 1092 31</box>
paragraph: Prussian Blue Peas, from 5s to 5s 6d. <box>892 644 1006 654</box>
paragraph: The Otago Farmers' Co-operative Association of New Zealand (Ltd.) yarded 35 and sold: For Mr W. Charters (Mosgiel), 8 bullocks to £9 2s 6d, 4 heifers to £9 12s 6d; Mr J. Kirkland (Middlemarch), 4 bullocks to £9 17s 6d; Mr William Lindsay (Allanton), 2 bullocks at £8 10s; Mr J. A. Sutherland (Momona), 2 heifers at £5 10s; Mr James Wyllie (Outram), 2 bullocks at £6, and 1 heifer at £5 7s 6d; Mr William Kirk (Mosgiel), 2 heifers at £4 15s, and 1 cow at £5. <box>456 886 658 959</box>
paragraph: Grand total, £350. <box>250 515 306 525</box>
paragraph: The District Health Officer, Dunedin, wrote stating that a case of scarlet fever had been reported at Momona.—Received. <box>28 395 230 414</box>
